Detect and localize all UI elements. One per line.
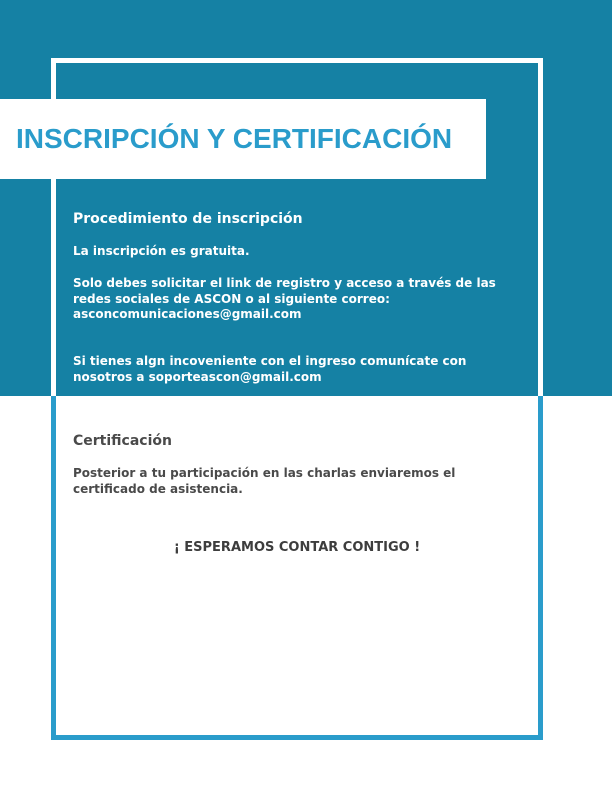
closing-message: ¡ ESPERAMOS CONTAR CONTIGO !	[173, 540, 421, 555]
inscription-request-text: Solo debes solicitar el link de registro y acceso a través de las redes sociales de ASCON o al siguiente correo:	[73, 276, 496, 306]
page-title: INSCRIPCIÓN Y CERTIFICACIÓN	[16, 123, 453, 154]
title-banner	[0, 99, 486, 179]
certification-heading: Certificación	[73, 433, 172, 449]
support-contact-text: Si tienes algn incoveniente con el ingreso comunícate con nosotros a soporteascon@gmail.com	[73, 354, 467, 384]
inscription-free-text: La inscripción es gratuita.	[73, 244, 250, 258]
inscription-heading: Procedimiento de inscripción	[73, 211, 303, 227]
registration-email: asconcomunicaciones@gmail.com	[73, 307, 302, 321]
certification-text: Posterior a tu participación en las charlas enviaremos el certificado de asistencia.	[73, 466, 456, 496]
